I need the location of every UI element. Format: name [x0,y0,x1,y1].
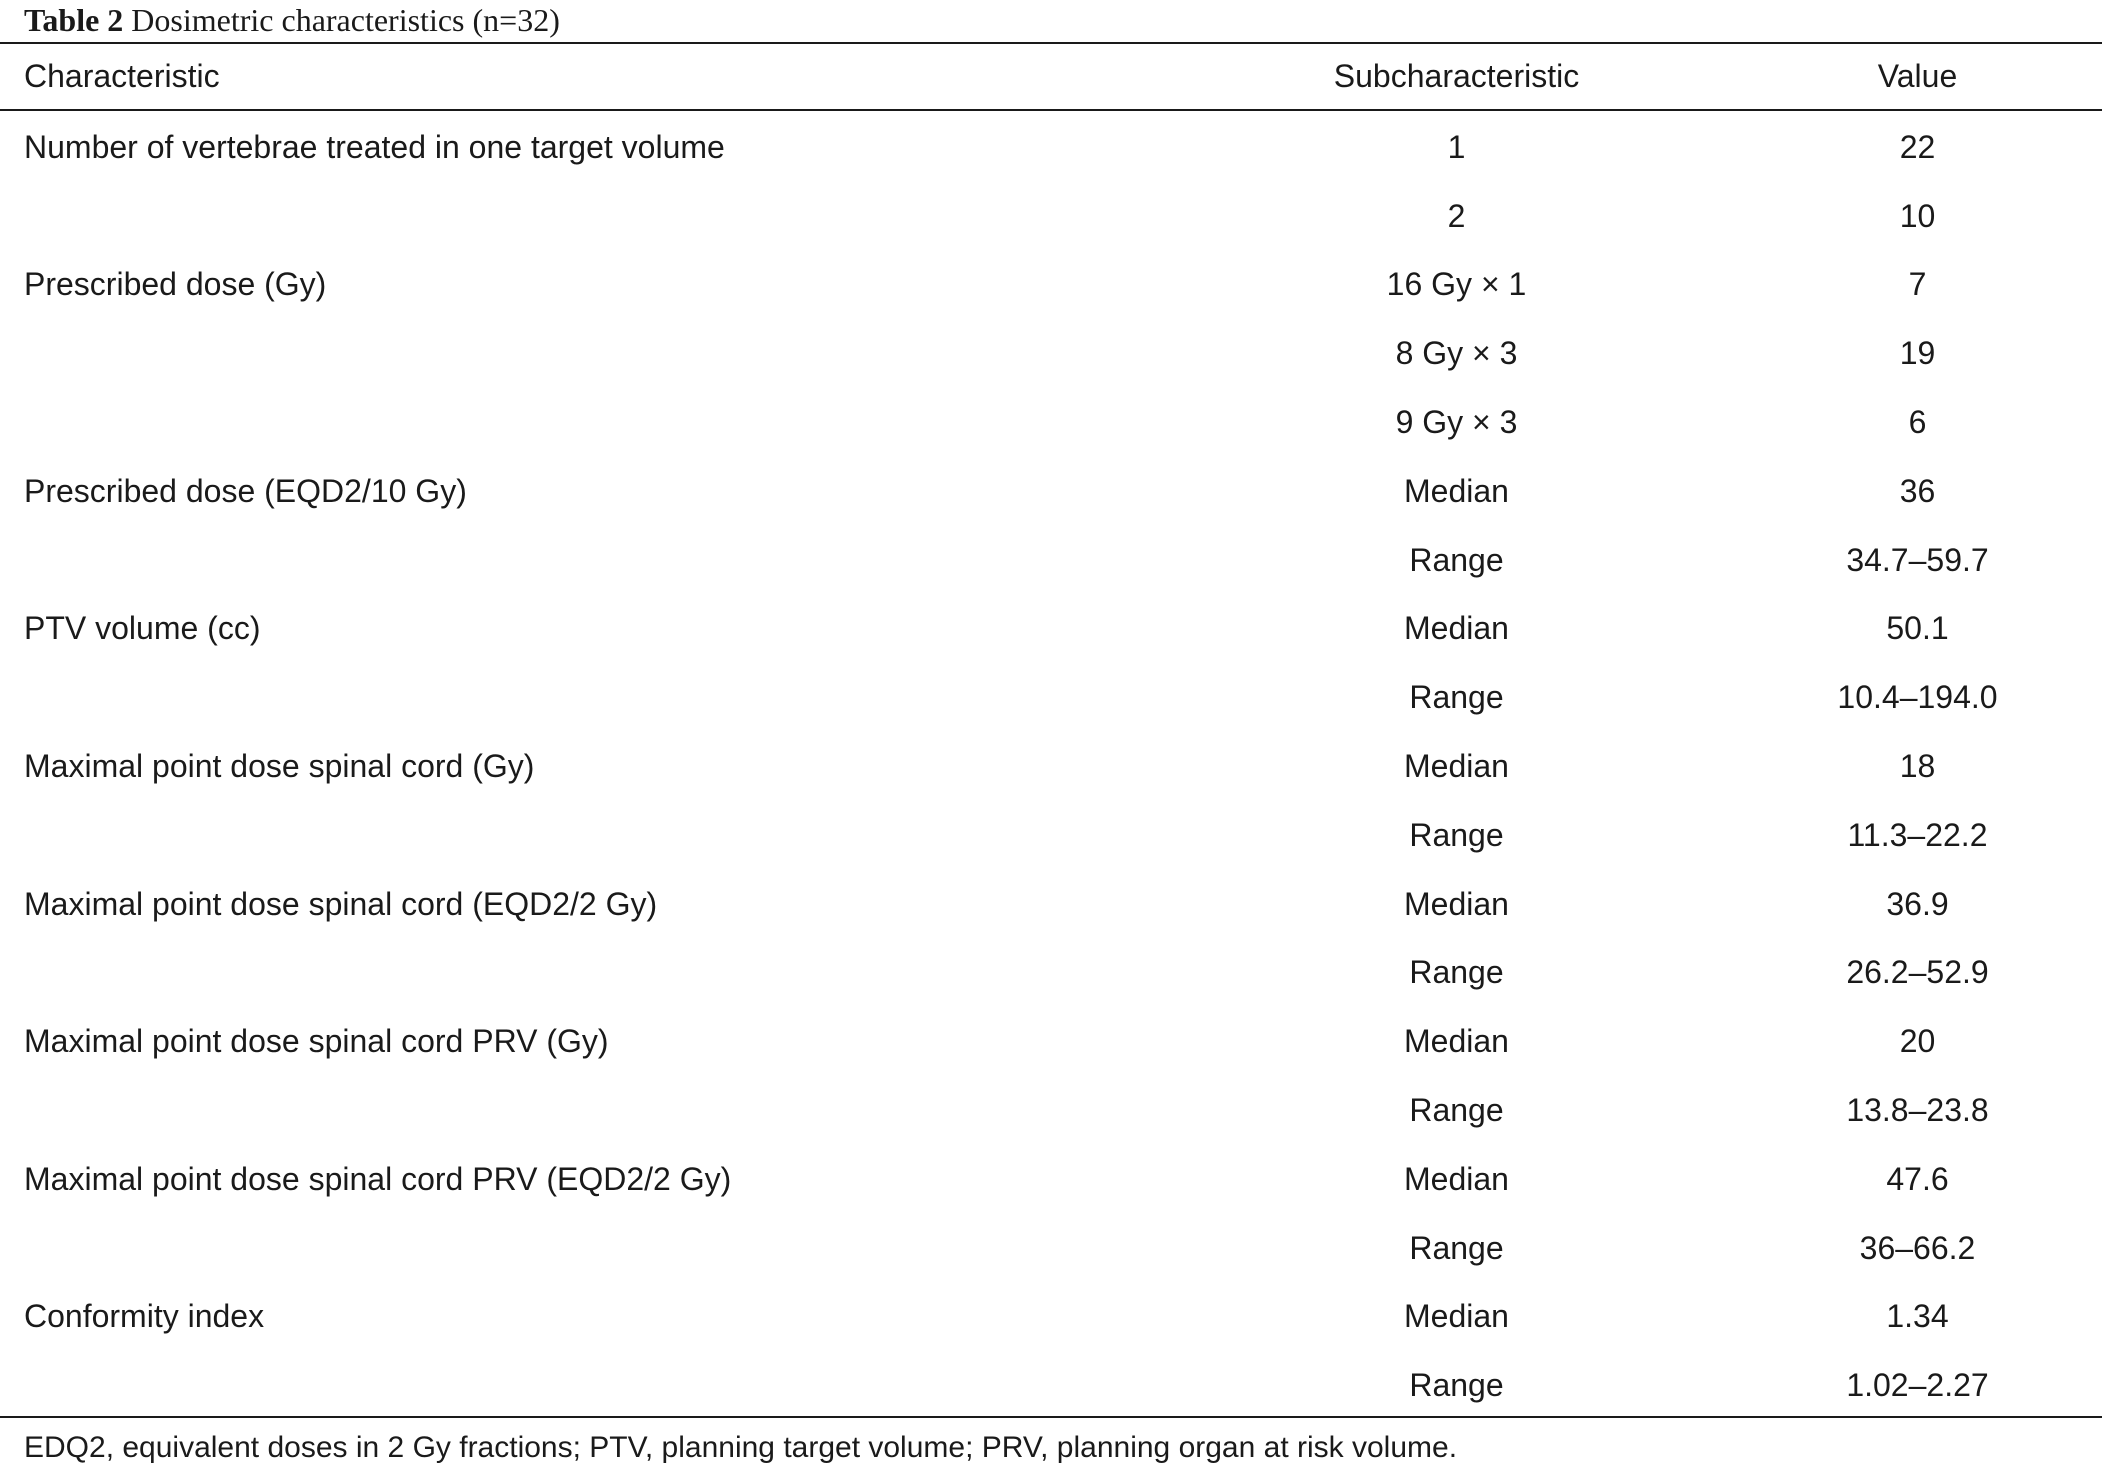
table-label: Table 2 [24,2,124,38]
cell-characteristic [0,388,1180,457]
table-row [0,251,2102,320]
cell-subcharacteristic: Median [1404,610,1509,647]
cell-subcharacteristic: Median [1404,472,1509,509]
cell-value: 7 [1908,266,1927,303]
cell-subcharacteristic: Range [1409,954,1504,991]
table-row [0,1145,2102,1214]
table-footnote: EDQ2, equivalent doses in 2 Gy fractions; PTV, planning target volume; PRV, planning organ at risk volume. [24,1431,1458,1464]
cell-value: 1.34 [1886,1298,1949,1335]
cell-subcharacteristic: Range [1409,541,1504,578]
table-title: Dosimetric characteristics (n=32) [131,2,560,38]
cell-subcharacteristic: Range [1409,816,1504,853]
cell-value: 26.2–52.9 [1846,954,1989,991]
cell-value: 34.7–59.7 [1846,541,1989,578]
cell-value: 6 [1908,404,1927,441]
cell-subcharacteristic: Range [1409,679,1504,716]
cell-characteristic: Maximal point dose spinal cord (EQD2/2 Gy) [24,885,658,922]
cell-characteristic: Prescribed dose (Gy) [24,266,327,303]
table-row [0,939,2102,1008]
cell-characteristic: Maximal point dose spinal cord PRV (EQD2/2 Gy) [24,1160,732,1197]
cell-value: 22 [1899,128,1936,165]
cell-subcharacteristic: Median [1404,885,1509,922]
cell-characteristic [0,182,1180,251]
cell-subcharacteristic: Median [1404,1023,1509,1060]
cell-value: 10 [1899,197,1936,234]
cell-characteristic [0,1214,1180,1283]
table-row [0,526,2102,595]
table-row [0,1214,2102,1283]
cell-value: 36.9 [1886,885,1949,922]
cell-subcharacteristic: Median [1404,1298,1509,1335]
cell-value: 13.8–23.8 [1846,1092,1989,1129]
cell-value: 50.1 [1886,610,1949,647]
cell-characteristic [0,526,1180,595]
cell-subcharacteristic: 8 Gy × 3 [1395,335,1518,372]
cell-characteristic: Conformity index [24,1298,265,1335]
table-row [0,388,2102,457]
table-row [0,595,2102,664]
table-row [0,182,2102,251]
cell-subcharacteristic: Median [1404,748,1509,785]
header-value: Value [1877,58,1958,94]
table-row [0,1076,2102,1145]
table-row [0,801,2102,870]
cell-characteristic: Maximal point dose spinal cord (Gy) [24,748,535,785]
dosimetric-table [0,44,2102,1420]
table-row [0,870,2102,939]
cell-value: 1.02–2.27 [1846,1367,1989,1404]
table-row [0,109,2102,182]
table-caption [24,2,560,38]
cell-characteristic [0,319,1180,388]
cell-characteristic [0,1351,1180,1420]
cell-characteristic: Maximal point dose spinal cord PRV (Gy) [24,1023,609,1060]
table-row [0,732,2102,801]
table-row [0,663,2102,732]
cell-subcharacteristic: 16 Gy × 1 [1386,266,1527,303]
cell-subcharacteristic: Range [1409,1092,1504,1129]
cell-value: 10.4–194.0 [1837,679,1998,716]
cell-subcharacteristic: Range [1409,1367,1504,1404]
cell-characteristic: Prescribed dose (EQD2/10 Gy) [24,472,467,509]
cell-characteristic [0,1076,1180,1145]
cell-characteristic: PTV volume (cc) [24,610,261,647]
table-row [0,1007,2102,1076]
cell-value: 18 [1899,748,1936,785]
cell-value: 47.6 [1886,1160,1949,1197]
header-subcharacteristic: Subcharacteristic [1333,58,1580,94]
cell-characteristic: Number of vertebrae treated in one target volume [24,128,725,165]
header-characteristic: Characteristic [24,58,220,94]
cell-subcharacteristic: 2 [1447,197,1466,234]
cell-characteristic [0,801,1180,870]
cell-value: 19 [1899,335,1936,372]
cell-value: 36 [1899,472,1936,509]
table-row [0,457,2102,526]
cell-characteristic [0,939,1180,1008]
cell-subcharacteristic: 1 [1447,128,1466,165]
cell-subcharacteristic: Median [1404,1160,1509,1197]
cell-value: 20 [1899,1023,1936,1060]
cell-subcharacteristic: 9 Gy × 3 [1395,404,1518,441]
table-row [0,1283,2102,1352]
cell-value: 11.3–22.2 [1847,816,1988,853]
header-row [0,44,2102,109]
cell-value: 36–66.2 [1859,1229,1976,1266]
cell-characteristic [0,663,1180,732]
cell-subcharacteristic: Range [1409,1229,1504,1266]
table-row [0,319,2102,388]
table-row [0,1351,2102,1420]
